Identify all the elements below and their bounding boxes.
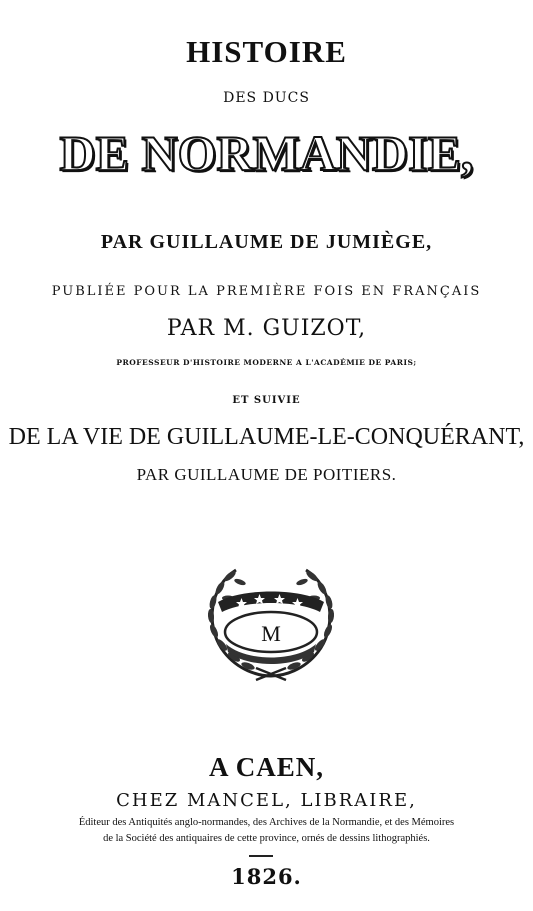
vignette-graphic: [196, 552, 346, 682]
vignette-monogram: M: [261, 621, 281, 646]
imprint-editeur-line-1: Éditeur des Antiquités anglo-normandes, des Archives de la Normandie, et des Mémoires: [78, 817, 455, 828]
laurel-wreath-icon: [196, 552, 346, 682]
poitiers-line: PAR GUILLAUME DE POITIERS.: [136, 465, 397, 484]
imprint-publisher: CHEZ MANCEL, LIBRAIRE,: [116, 790, 417, 811]
author-line: PAR GUILLAUME DE JUMIÈGE,: [100, 231, 433, 253]
translator-line: PAR M. GUIZOT,: [166, 316, 367, 341]
professeur-line: PROFESSEUR D'HISTOIRE MODERNE A L'ACADÉMIE DE PARIS;: [116, 358, 417, 367]
title-des-ducs: DES DUCS: [223, 90, 310, 106]
suivie-line: ET SUIVIE: [232, 395, 301, 406]
imprint-place: A CAEN,: [208, 752, 324, 782]
imprint-divider: [249, 855, 273, 857]
vie-line: DE LA VIE DE GUILLAUME-LE-CONQUÉRANT,: [8, 424, 525, 450]
publiee-line: PUBLIÉE POUR LA PREMIÈRE FOIS EN FRANÇAIS: [51, 284, 482, 299]
imprint-year: 1826.: [231, 864, 302, 889]
title-histoire: HISTOIRE: [186, 34, 347, 69]
title-normandie: DE NORMANDIE,: [59, 125, 474, 181]
imprint-editeur-line-2: de la Société des antiquaires de cette province, ornés de dessins lithographiés.: [103, 833, 430, 844]
